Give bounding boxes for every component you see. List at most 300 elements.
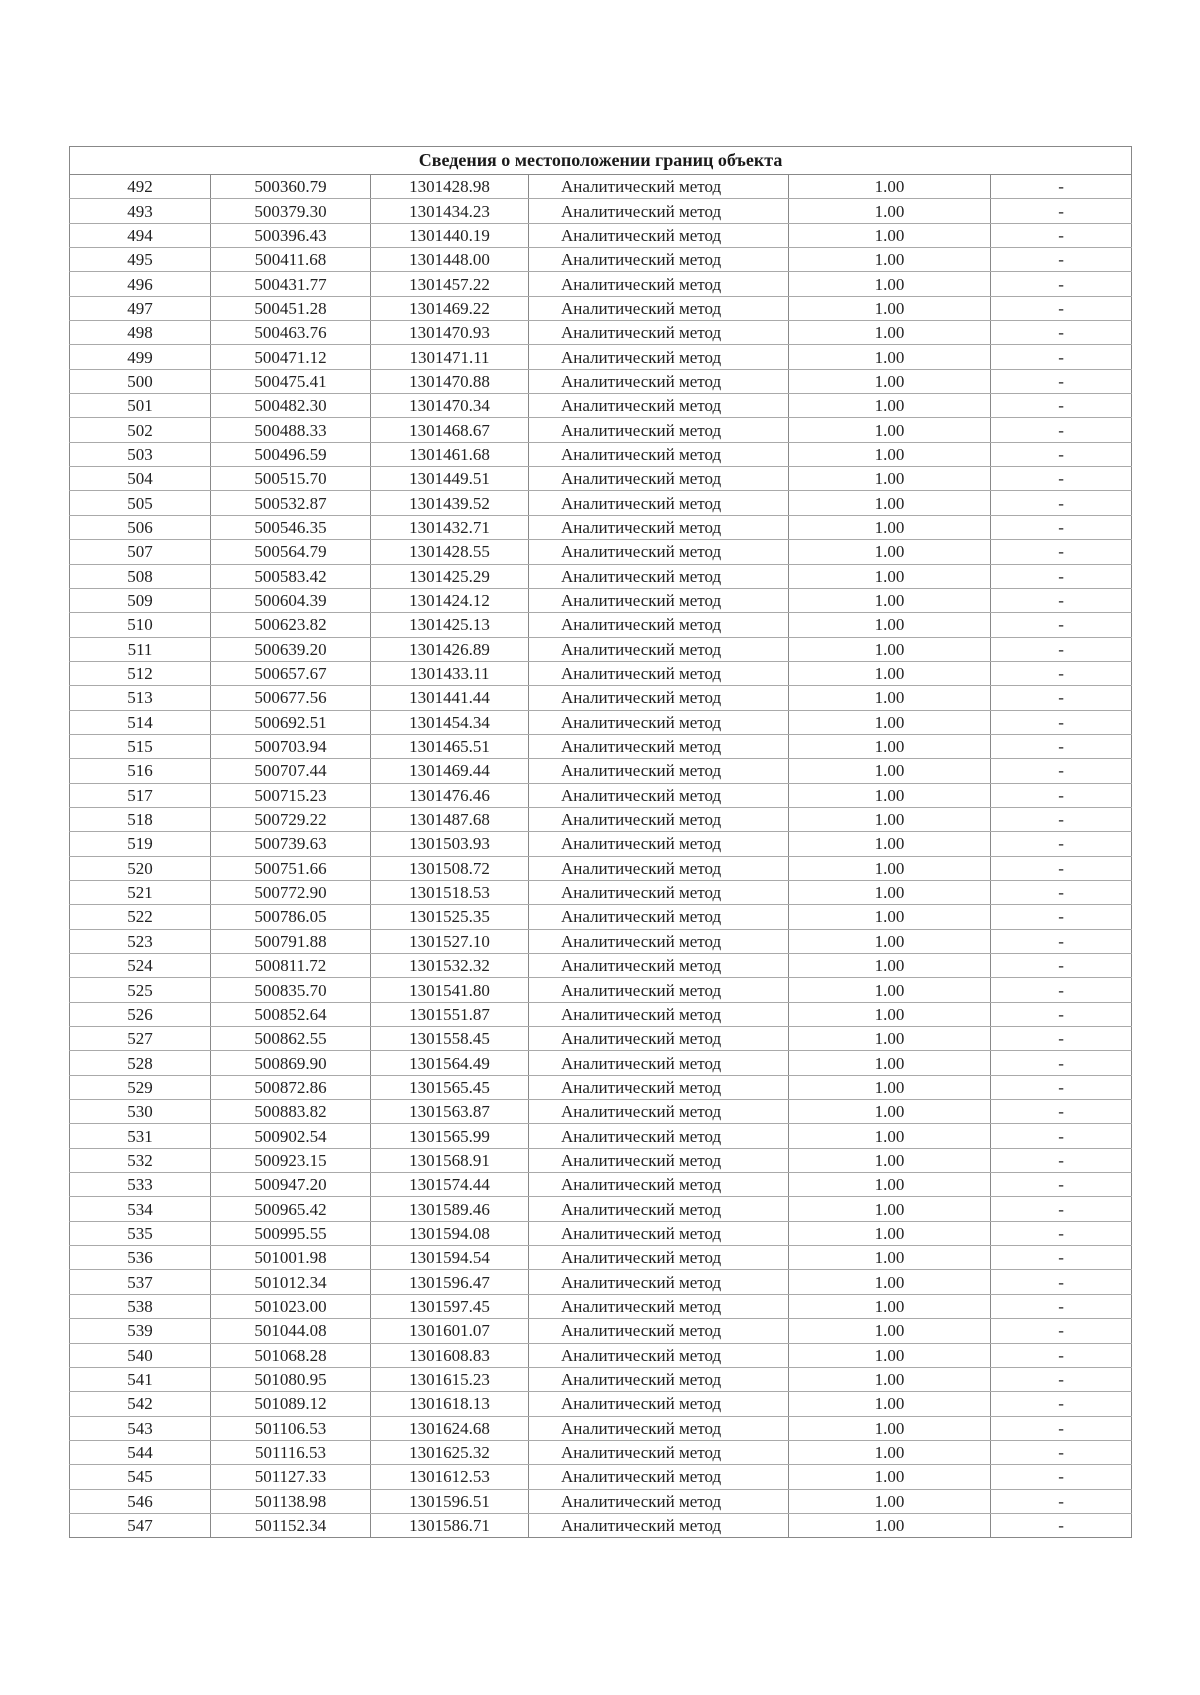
cell-description: - xyxy=(991,1367,1132,1391)
cell-accuracy: 1.00 xyxy=(789,1489,991,1513)
table-row xyxy=(70,1124,1132,1148)
cell-accuracy: 1.00 xyxy=(789,1173,991,1197)
table-row xyxy=(70,248,1132,272)
cell-method: Аналитический метод xyxy=(529,856,789,880)
cell-accuracy: 1.00 xyxy=(789,1051,991,1075)
cell-coord-y: 1301596.47 xyxy=(371,1270,529,1294)
cell-coord-y: 1301508.72 xyxy=(371,856,529,880)
cell-description: - xyxy=(991,686,1132,710)
cell-description: - xyxy=(991,929,1132,953)
cell-method: Аналитический метод xyxy=(529,613,789,637)
table-row xyxy=(70,588,1132,612)
table-row xyxy=(70,1319,1132,1343)
table-row xyxy=(70,491,1132,515)
table-row xyxy=(70,1100,1132,1124)
cell-accuracy: 1.00 xyxy=(789,1124,991,1148)
table-row xyxy=(70,515,1132,539)
cell-accuracy: 1.00 xyxy=(789,248,991,272)
cell-coord-y: 1301469.22 xyxy=(371,296,529,320)
cell-coord-y: 1301503.93 xyxy=(371,832,529,856)
cell-coord-y: 1301465.51 xyxy=(371,734,529,758)
table-row xyxy=(70,540,1132,564)
table-row xyxy=(70,856,1132,880)
cell-point-number: 498 xyxy=(70,321,211,345)
cell-description: - xyxy=(991,1197,1132,1221)
cell-description: - xyxy=(991,345,1132,369)
cell-coord-x: 500703.94 xyxy=(211,734,371,758)
cell-accuracy: 1.00 xyxy=(789,1002,991,1026)
cell-method: Аналитический метод xyxy=(529,686,789,710)
cell-description: - xyxy=(991,783,1132,807)
cell-coord-x: 501023.00 xyxy=(211,1294,371,1318)
table-row xyxy=(70,345,1132,369)
cell-coord-x: 500995.55 xyxy=(211,1221,371,1245)
cell-method: Аналитический метод xyxy=(529,1416,789,1440)
cell-coord-y: 1301594.08 xyxy=(371,1221,529,1245)
table-row xyxy=(70,637,1132,661)
cell-coord-y: 1301457.22 xyxy=(371,272,529,296)
cell-coord-x: 501044.08 xyxy=(211,1319,371,1343)
cell-accuracy: 1.00 xyxy=(789,686,991,710)
cell-coord-x: 500729.22 xyxy=(211,807,371,831)
cell-point-number: 525 xyxy=(70,978,211,1002)
cell-coord-x: 500411.68 xyxy=(211,248,371,272)
cell-coord-y: 1301612.53 xyxy=(371,1465,529,1489)
table-row xyxy=(70,1440,1132,1464)
cell-method: Аналитический метод xyxy=(529,564,789,588)
cell-point-number: 501 xyxy=(70,394,211,418)
cell-description: - xyxy=(991,1173,1132,1197)
cell-point-number: 510 xyxy=(70,613,211,637)
table-row xyxy=(70,1513,1132,1537)
cell-coord-y: 1301565.45 xyxy=(371,1075,529,1099)
cell-accuracy: 1.00 xyxy=(789,175,991,199)
cell-coord-y: 1301525.35 xyxy=(371,905,529,929)
cell-accuracy: 1.00 xyxy=(789,1148,991,1172)
cell-coord-y: 1301432.71 xyxy=(371,515,529,539)
cell-description: - xyxy=(991,1027,1132,1051)
table-row xyxy=(70,686,1132,710)
cell-point-number: 518 xyxy=(70,807,211,831)
cell-coord-x: 500707.44 xyxy=(211,759,371,783)
cell-accuracy: 1.00 xyxy=(789,467,991,491)
cell-coord-x: 500751.66 xyxy=(211,856,371,880)
cell-point-number: 495 xyxy=(70,248,211,272)
cell-coord-x: 500947.20 xyxy=(211,1173,371,1197)
table-row xyxy=(70,1465,1132,1489)
cell-description: - xyxy=(991,588,1132,612)
cell-coord-x: 500471.12 xyxy=(211,345,371,369)
cell-method: Аналитический метод xyxy=(529,199,789,223)
cell-method: Аналитический метод xyxy=(529,1075,789,1099)
cell-coord-x: 500677.56 xyxy=(211,686,371,710)
cell-accuracy: 1.00 xyxy=(789,832,991,856)
boundary-table xyxy=(69,146,1132,1538)
cell-accuracy: 1.00 xyxy=(789,613,991,637)
cell-method: Аналитический метод xyxy=(529,175,789,199)
cell-coord-x: 500604.39 xyxy=(211,588,371,612)
cell-method: Аналитический метод xyxy=(529,1392,789,1416)
cell-accuracy: 1.00 xyxy=(789,661,991,685)
cell-method: Аналитический метод xyxy=(529,1051,789,1075)
cell-coord-x: 500657.67 xyxy=(211,661,371,685)
cell-point-number: 531 xyxy=(70,1124,211,1148)
cell-coord-y: 1301448.00 xyxy=(371,248,529,272)
cell-accuracy: 1.00 xyxy=(789,856,991,880)
cell-description: - xyxy=(991,613,1132,637)
cell-point-number: 520 xyxy=(70,856,211,880)
cell-coord-y: 1301439.52 xyxy=(371,491,529,515)
cell-method: Аналитический метод xyxy=(529,1221,789,1245)
cell-point-number: 533 xyxy=(70,1173,211,1197)
cell-coord-y: 1301426.89 xyxy=(371,637,529,661)
cell-coord-y: 1301425.13 xyxy=(371,613,529,637)
cell-accuracy: 1.00 xyxy=(789,199,991,223)
table-row xyxy=(70,1148,1132,1172)
cell-description: - xyxy=(991,1513,1132,1537)
cell-coord-x: 501152.34 xyxy=(211,1513,371,1537)
cell-point-number: 542 xyxy=(70,1392,211,1416)
cell-method: Аналитический метод xyxy=(529,296,789,320)
cell-method: Аналитический метод xyxy=(529,394,789,418)
cell-point-number: 505 xyxy=(70,491,211,515)
cell-accuracy: 1.00 xyxy=(789,1319,991,1343)
cell-accuracy: 1.00 xyxy=(789,1416,991,1440)
cell-accuracy: 1.00 xyxy=(789,223,991,247)
cell-accuracy: 1.00 xyxy=(789,1027,991,1051)
cell-method: Аналитический метод xyxy=(529,1124,789,1148)
cell-description: - xyxy=(991,564,1132,588)
cell-coord-y: 1301461.68 xyxy=(371,442,529,466)
cell-accuracy: 1.00 xyxy=(789,807,991,831)
cell-point-number: 506 xyxy=(70,515,211,539)
cell-coord-y: 1301551.87 xyxy=(371,1002,529,1026)
cell-method: Аналитический метод xyxy=(529,1173,789,1197)
cell-point-number: 523 xyxy=(70,929,211,953)
cell-point-number: 540 xyxy=(70,1343,211,1367)
cell-accuracy: 1.00 xyxy=(789,1440,991,1464)
cell-method: Аналитический метод xyxy=(529,1002,789,1026)
cell-coord-y: 1301468.67 xyxy=(371,418,529,442)
table-row xyxy=(70,759,1132,783)
cell-method: Аналитический метод xyxy=(529,369,789,393)
cell-method: Аналитический метод xyxy=(529,272,789,296)
cell-coord-x: 500431.77 xyxy=(211,272,371,296)
cell-accuracy: 1.00 xyxy=(789,637,991,661)
cell-coord-y: 1301440.19 xyxy=(371,223,529,247)
cell-description: - xyxy=(991,1051,1132,1075)
cell-description: - xyxy=(991,759,1132,783)
cell-coord-y: 1301615.23 xyxy=(371,1367,529,1391)
cell-coord-x: 500451.28 xyxy=(211,296,371,320)
cell-accuracy: 1.00 xyxy=(789,1513,991,1537)
cell-point-number: 512 xyxy=(70,661,211,685)
cell-accuracy: 1.00 xyxy=(789,710,991,734)
cell-description: - xyxy=(991,369,1132,393)
table-row xyxy=(70,1392,1132,1416)
cell-coord-x: 500515.70 xyxy=(211,467,371,491)
cell-point-number: 499 xyxy=(70,345,211,369)
cell-description: - xyxy=(991,1148,1132,1172)
cell-point-number: 539 xyxy=(70,1319,211,1343)
cell-coord-x: 500862.55 xyxy=(211,1027,371,1051)
cell-description: - xyxy=(991,1465,1132,1489)
cell-description: - xyxy=(991,467,1132,491)
cell-coord-x: 501068.28 xyxy=(211,1343,371,1367)
table-body xyxy=(70,175,1132,1538)
cell-description: - xyxy=(991,661,1132,685)
cell-description: - xyxy=(991,1100,1132,1124)
cell-coord-x: 501127.33 xyxy=(211,1465,371,1489)
cell-method: Аналитический метод xyxy=(529,442,789,466)
cell-accuracy: 1.00 xyxy=(789,1221,991,1245)
cell-accuracy: 1.00 xyxy=(789,734,991,758)
table-row xyxy=(70,807,1132,831)
table-row xyxy=(70,394,1132,418)
cell-point-number: 503 xyxy=(70,442,211,466)
table-row xyxy=(70,1294,1132,1318)
cell-description: - xyxy=(991,734,1132,758)
table-row xyxy=(70,1051,1132,1075)
cell-point-number: 496 xyxy=(70,272,211,296)
cell-point-number: 528 xyxy=(70,1051,211,1075)
cell-point-number: 508 xyxy=(70,564,211,588)
cell-coord-y: 1301596.51 xyxy=(371,1489,529,1513)
cell-description: - xyxy=(991,1343,1132,1367)
table-row xyxy=(70,272,1132,296)
cell-method: Аналитический метод xyxy=(529,540,789,564)
cell-description: - xyxy=(991,418,1132,442)
table-row xyxy=(70,613,1132,637)
cell-method: Аналитический метод xyxy=(529,588,789,612)
cell-point-number: 524 xyxy=(70,954,211,978)
cell-accuracy: 1.00 xyxy=(789,442,991,466)
cell-coord-x: 500786.05 xyxy=(211,905,371,929)
table-row xyxy=(70,1173,1132,1197)
cell-accuracy: 1.00 xyxy=(789,394,991,418)
cell-point-number: 509 xyxy=(70,588,211,612)
cell-coord-y: 1301624.68 xyxy=(371,1416,529,1440)
cell-point-number: 513 xyxy=(70,686,211,710)
table-row xyxy=(70,1221,1132,1245)
cell-accuracy: 1.00 xyxy=(789,929,991,953)
cell-point-number: 527 xyxy=(70,1027,211,1051)
table-row xyxy=(70,1270,1132,1294)
cell-point-number: 494 xyxy=(70,223,211,247)
cell-coord-y: 1301574.44 xyxy=(371,1173,529,1197)
cell-description: - xyxy=(991,248,1132,272)
cell-coord-x: 500564.79 xyxy=(211,540,371,564)
cell-method: Аналитический метод xyxy=(529,832,789,856)
cell-coord-y: 1301454.34 xyxy=(371,710,529,734)
table-row xyxy=(70,954,1132,978)
cell-description: - xyxy=(991,1294,1132,1318)
cell-coord-x: 500482.30 xyxy=(211,394,371,418)
cell-coord-y: 1301518.53 xyxy=(371,880,529,904)
table-row xyxy=(70,1246,1132,1270)
cell-coord-y: 1301589.46 xyxy=(371,1197,529,1221)
cell-description: - xyxy=(991,905,1132,929)
cell-method: Аналитический метод xyxy=(529,734,789,758)
cell-accuracy: 1.00 xyxy=(789,783,991,807)
cell-point-number: 546 xyxy=(70,1489,211,1513)
cell-accuracy: 1.00 xyxy=(789,540,991,564)
cell-point-number: 515 xyxy=(70,734,211,758)
table-row xyxy=(70,1489,1132,1513)
cell-coord-x: 500869.90 xyxy=(211,1051,371,1075)
cell-method: Аналитический метод xyxy=(529,954,789,978)
cell-description: - xyxy=(991,1392,1132,1416)
table-row xyxy=(70,905,1132,929)
cell-accuracy: 1.00 xyxy=(789,296,991,320)
cell-accuracy: 1.00 xyxy=(789,564,991,588)
table-row xyxy=(70,321,1132,345)
cell-point-number: 522 xyxy=(70,905,211,929)
cell-coord-x: 500902.54 xyxy=(211,1124,371,1148)
cell-coord-y: 1301608.83 xyxy=(371,1343,529,1367)
cell-point-number: 511 xyxy=(70,637,211,661)
cell-accuracy: 1.00 xyxy=(789,1392,991,1416)
cell-coord-y: 1301597.45 xyxy=(371,1294,529,1318)
cell-accuracy: 1.00 xyxy=(789,1075,991,1099)
cell-accuracy: 1.00 xyxy=(789,1343,991,1367)
cell-method: Аналитический метод xyxy=(529,880,789,904)
cell-coord-y: 1301527.10 xyxy=(371,929,529,953)
cell-coord-y: 1301476.46 xyxy=(371,783,529,807)
table-row xyxy=(70,880,1132,904)
cell-coord-x: 501138.98 xyxy=(211,1489,371,1513)
cell-coord-y: 1301601.07 xyxy=(371,1319,529,1343)
cell-coord-y: 1301449.51 xyxy=(371,467,529,491)
cell-method: Аналитический метод xyxy=(529,783,789,807)
cell-method: Аналитический метод xyxy=(529,1027,789,1051)
cell-coord-y: 1301428.55 xyxy=(371,540,529,564)
cell-coord-y: 1301563.87 xyxy=(371,1100,529,1124)
cell-coord-x: 501001.98 xyxy=(211,1246,371,1270)
cell-point-number: 507 xyxy=(70,540,211,564)
table-row xyxy=(70,1197,1132,1221)
cell-method: Аналитический метод xyxy=(529,1465,789,1489)
cell-accuracy: 1.00 xyxy=(789,1270,991,1294)
cell-method: Аналитический метод xyxy=(529,1513,789,1537)
cell-coord-y: 1301594.54 xyxy=(371,1246,529,1270)
table-row xyxy=(70,783,1132,807)
cell-method: Аналитический метод xyxy=(529,1100,789,1124)
cell-description: - xyxy=(991,1221,1132,1245)
cell-point-number: 529 xyxy=(70,1075,211,1099)
cell-coord-x: 500883.82 xyxy=(211,1100,371,1124)
cell-accuracy: 1.00 xyxy=(789,1367,991,1391)
cell-coord-x: 501106.53 xyxy=(211,1416,371,1440)
table-row xyxy=(70,442,1132,466)
cell-coord-y: 1301564.49 xyxy=(371,1051,529,1075)
cell-coord-x: 501080.95 xyxy=(211,1367,371,1391)
cell-accuracy: 1.00 xyxy=(789,1246,991,1270)
cell-method: Аналитический метод xyxy=(529,807,789,831)
cell-point-number: 500 xyxy=(70,369,211,393)
cell-point-number: 530 xyxy=(70,1100,211,1124)
cell-point-number: 541 xyxy=(70,1367,211,1391)
table-row xyxy=(70,710,1132,734)
cell-coord-y: 1301434.23 xyxy=(371,199,529,223)
table-row xyxy=(70,1075,1132,1099)
cell-method: Аналитический метод xyxy=(529,223,789,247)
cell-coord-x: 501089.12 xyxy=(211,1392,371,1416)
cell-accuracy: 1.00 xyxy=(789,272,991,296)
cell-accuracy: 1.00 xyxy=(789,418,991,442)
cell-coord-x: 500488.33 xyxy=(211,418,371,442)
cell-point-number: 534 xyxy=(70,1197,211,1221)
cell-coord-x: 500715.23 xyxy=(211,783,371,807)
cell-coord-x: 500923.15 xyxy=(211,1148,371,1172)
cell-point-number: 535 xyxy=(70,1221,211,1245)
cell-accuracy: 1.00 xyxy=(789,759,991,783)
cell-accuracy: 1.00 xyxy=(789,978,991,1002)
table-row xyxy=(70,929,1132,953)
cell-accuracy: 1.00 xyxy=(789,369,991,393)
cell-description: - xyxy=(991,856,1132,880)
cell-coord-x: 500772.90 xyxy=(211,880,371,904)
table-row xyxy=(70,734,1132,758)
cell-method: Аналитический метод xyxy=(529,1294,789,1318)
cell-point-number: 514 xyxy=(70,710,211,734)
cell-method: Аналитический метод xyxy=(529,759,789,783)
cell-point-number: 536 xyxy=(70,1246,211,1270)
cell-description: - xyxy=(991,1246,1132,1270)
cell-coord-x: 501116.53 xyxy=(211,1440,371,1464)
cell-method: Аналитический метод xyxy=(529,491,789,515)
cell-coord-y: 1301469.44 xyxy=(371,759,529,783)
cell-method: Аналитический метод xyxy=(529,905,789,929)
cell-accuracy: 1.00 xyxy=(789,345,991,369)
cell-method: Аналитический метод xyxy=(529,661,789,685)
cell-description: - xyxy=(991,1319,1132,1343)
cell-point-number: 516 xyxy=(70,759,211,783)
cell-accuracy: 1.00 xyxy=(789,515,991,539)
cell-coord-x: 500475.41 xyxy=(211,369,371,393)
cell-description: - xyxy=(991,978,1132,1002)
cell-coord-x: 500639.20 xyxy=(211,637,371,661)
table-row xyxy=(70,1343,1132,1367)
cell-accuracy: 1.00 xyxy=(789,321,991,345)
cell-coord-y: 1301441.44 xyxy=(371,686,529,710)
cell-method: Аналитический метод xyxy=(529,467,789,491)
cell-point-number: 532 xyxy=(70,1148,211,1172)
cell-method: Аналитический метод xyxy=(529,1319,789,1343)
cell-point-number: 544 xyxy=(70,1440,211,1464)
cell-method: Аналитический метод xyxy=(529,248,789,272)
cell-coord-y: 1301433.11 xyxy=(371,661,529,685)
cell-description: - xyxy=(991,491,1132,515)
cell-description: - xyxy=(991,1075,1132,1099)
cell-description: - xyxy=(991,1416,1132,1440)
table-row xyxy=(70,369,1132,393)
cell-coord-x: 500496.59 xyxy=(211,442,371,466)
cell-description: - xyxy=(991,296,1132,320)
cell-coord-x: 500872.86 xyxy=(211,1075,371,1099)
cell-method: Аналитический метод xyxy=(529,1246,789,1270)
cell-coord-y: 1301532.32 xyxy=(371,954,529,978)
cell-accuracy: 1.00 xyxy=(789,1294,991,1318)
cell-coord-x: 500532.87 xyxy=(211,491,371,515)
cell-accuracy: 1.00 xyxy=(789,1100,991,1124)
cell-description: - xyxy=(991,807,1132,831)
cell-method: Аналитический метод xyxy=(529,1343,789,1367)
cell-description: - xyxy=(991,710,1132,734)
cell-method: Аналитический метод xyxy=(529,1148,789,1172)
cell-point-number: 526 xyxy=(70,1002,211,1026)
cell-accuracy: 1.00 xyxy=(789,954,991,978)
